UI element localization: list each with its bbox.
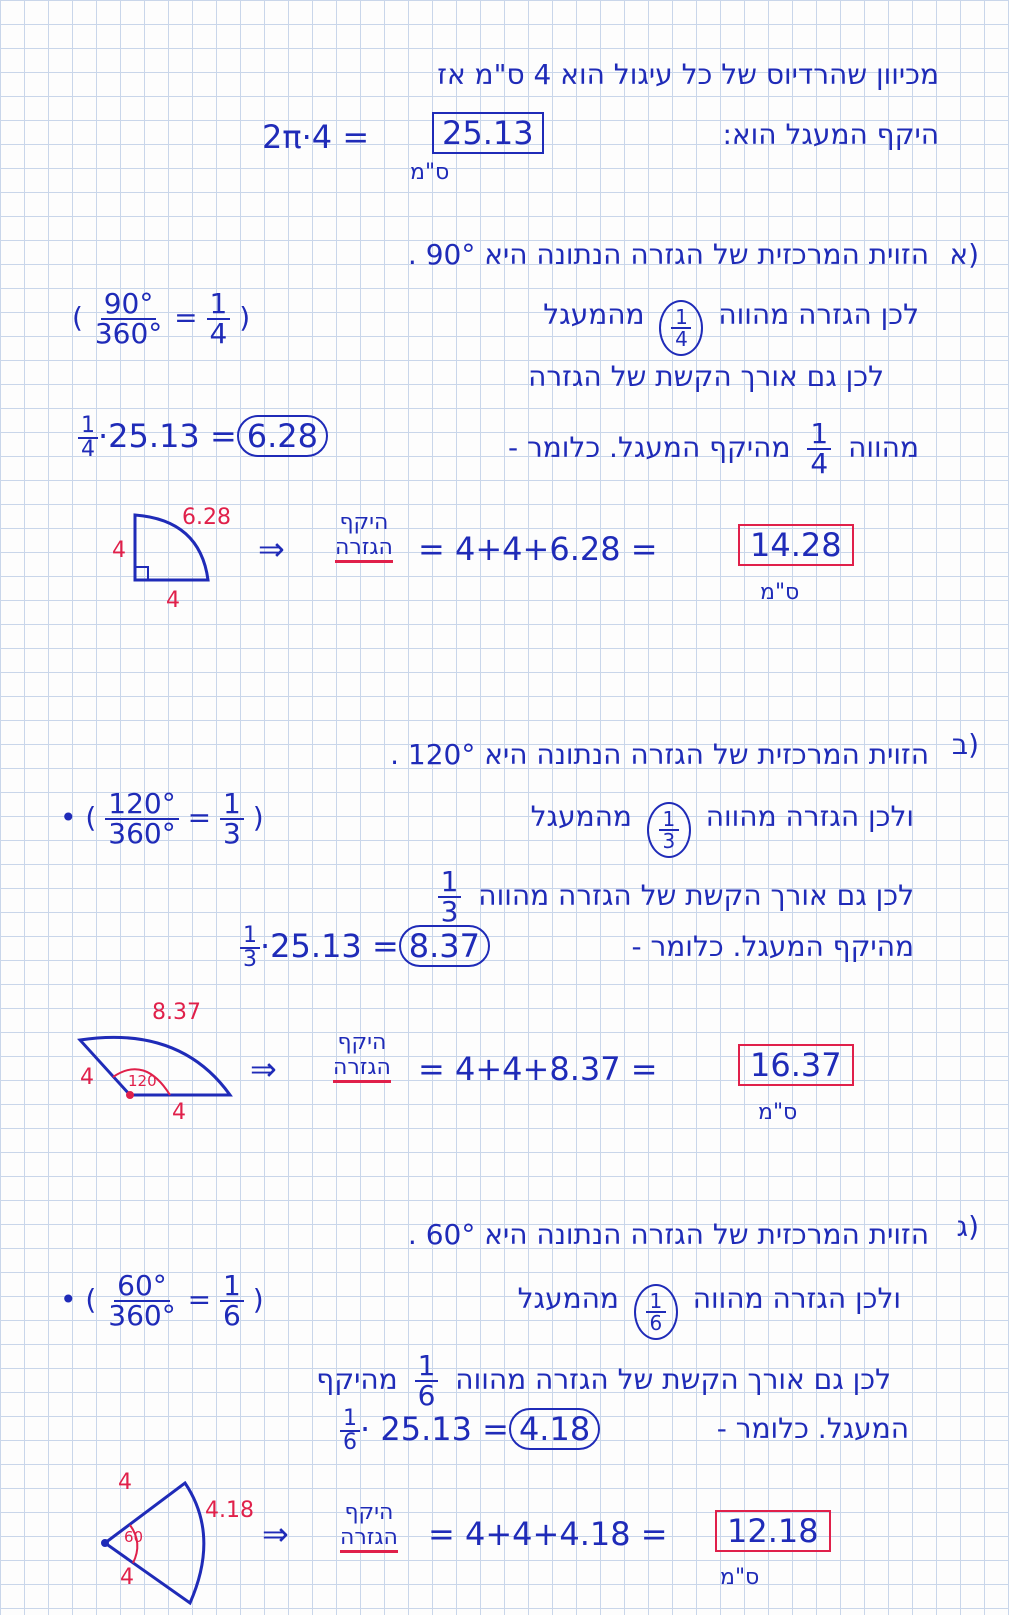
arrow-icon: ⇒ (262, 1515, 289, 1553)
sector-diagram (70, 1020, 240, 1110)
arc-frac-den: 4 (810, 447, 829, 480)
arc-line (316, 1349, 891, 1412)
calc-result: 6.28 (237, 415, 328, 457)
intro-circumference-result: 25.13 (432, 112, 544, 154)
ratio-num: 120° (105, 790, 178, 820)
calc-result: 4.18 (509, 1408, 600, 1450)
circled-frac-num: 1 (649, 1289, 663, 1313)
circled-fraction (634, 1284, 678, 1340)
perimeter-unit: ס"מ (760, 580, 800, 605)
circled-frac-num: 1 (662, 807, 676, 831)
arc-line-start: לכן גם אורך הקשת של הגזרה מהווה (478, 879, 914, 912)
circled-fraction (647, 802, 691, 858)
calc-prefix: · 25.13 = (360, 1410, 509, 1448)
arc-line (430, 865, 914, 928)
fraction-line-start: ולכן הגזרה מהווה (692, 1282, 901, 1315)
ratio: • ( $\frac{120^\circ}{360^\circ}$ = $\frac{1}{3}$ ) (60, 787, 264, 850)
perimeter-label (340, 1500, 398, 1553)
ratio-eq-num: 1 (220, 790, 244, 820)
diagram-radius-left: 4 (80, 1065, 94, 1090)
arc-line-2: המעגל. כלומר - (716, 1412, 909, 1445)
perimeter-expr: = 4+4+4.18 = (428, 1515, 668, 1553)
fraction-line-end: מהמעגל (530, 800, 632, 833)
diagram-arc-label: 6.28 (182, 505, 231, 530)
ratio-eq-den: 6 (222, 1299, 241, 1332)
arc-line-2 (507, 417, 919, 480)
fraction-line-end: מהמעגל (517, 1282, 619, 1315)
arc-line: לכן גם אורך הקשת של הגזרה (528, 360, 884, 393)
perimeter-result: 12.18 (715, 1510, 831, 1552)
arc-frac-num: 1 (415, 1352, 439, 1382)
perimeter-label-top: היקף (339, 510, 389, 535)
fraction-line (531, 800, 914, 858)
diagram-radius-bottom: 4 (166, 588, 180, 613)
calc-result: 8.37 (399, 925, 490, 967)
calc-prefix: ·25.13 = (98, 417, 237, 455)
perimeter-unit: ס"מ (720, 1565, 760, 1590)
perimeter-expr: = 4+4+8.37 = (418, 1050, 658, 1088)
arc-line-2: מהיקף המעגל. כלומר - (631, 930, 914, 963)
circled-frac-den: 6 (649, 1311, 663, 1335)
diagram-angle-label: 60 (124, 1528, 144, 1546)
diagram-angle-label: 120 (128, 1072, 157, 1090)
arc-line-start: לכן גם אורך הקשת של הגזרה מהווה (455, 1363, 891, 1396)
angle-line: הזוית המרכזית של הגזרה הנתונה היא 90° . (407, 238, 929, 271)
ratio-eq-num: 1 (207, 290, 231, 320)
ratio: ( $\frac{90^\circ}{360^\circ}$ = $\frac{1}{4}$ ) (72, 287, 251, 350)
intro-unit: ס"מ (410, 160, 450, 185)
ratio-den: 360° (108, 1299, 176, 1332)
diagram-arc-label: 8.37 (152, 1000, 201, 1025)
perimeter-label (335, 510, 393, 563)
angle-line: הזוית המרכזית של הגזרה הנתונה היא 60° . (407, 1218, 929, 1251)
intro-circumference-expr: 2π·4 = (262, 118, 370, 156)
perimeter-label (333, 1030, 391, 1083)
section-marker: ב) (951, 728, 979, 761)
diagram-arc-label: 4.18 (205, 1498, 254, 1523)
ratio-eq-den: 3 (222, 817, 241, 850)
diagram-radius-top: 4 (118, 1470, 132, 1495)
ratio-den: 360° (94, 317, 163, 350)
fraction-line (518, 1282, 901, 1340)
diagram-radius-bottom: 4 (120, 1565, 134, 1590)
calc-prefix: ·25.13 = (260, 927, 399, 965)
perimeter-expr: = 4+4+6.28 = (418, 530, 658, 568)
fraction-line-start: לכן הגזרה מהווה (718, 298, 919, 331)
perimeter-label-top: היקף (344, 1500, 394, 1525)
arc-frac-den: 6 (417, 1379, 436, 1412)
angle-line: הזוית המרכזית של הגזרה הנתונה היא 120° . (390, 738, 929, 771)
circled-frac-den: 4 (675, 327, 688, 351)
diagram-radius-bottom: 4 (172, 1100, 186, 1125)
section-marker: א) (949, 238, 979, 271)
ratio-num: 90° (101, 290, 157, 320)
arc-line-2-end: מהיקף המעגל. כלומר - (507, 431, 791, 464)
fraction-line (543, 298, 919, 356)
calc: $\frac{1}{4}$ ·25.13 = 6.28 (78, 415, 328, 461)
section-marker: ג) (956, 1210, 979, 1243)
ratio-eq-den: 4 (209, 317, 228, 350)
calc: $\frac{1}{3}$ ·25.13 = 8.37 (240, 925, 490, 971)
circled-frac-den: 3 (662, 829, 676, 853)
sector-diagram (95, 1475, 215, 1615)
circled-frac-num: 1 (675, 305, 688, 329)
ratio: • ( $\frac{60^\circ}{360^\circ}$ = $\frac{1}{6}$ ) (60, 1269, 264, 1332)
arc-frac-num: 1 (807, 420, 831, 450)
perimeter-label-top: היקף (337, 1030, 387, 1055)
calc: $\frac{1}{6}$ · 25.13 = 4.18 (340, 1408, 600, 1454)
perimeter-label-bottom: הגזרה (340, 1525, 398, 1553)
fraction-line-start: ולכן הגזרה מהווה (705, 800, 914, 833)
ratio-num: 60° (114, 1272, 170, 1302)
perimeter-label-bottom: הגזרה (335, 535, 393, 563)
perimeter-label-bottom: הגזרה (333, 1055, 391, 1083)
perimeter-unit: ס"מ (758, 1100, 798, 1125)
perimeter-result: 16.37 (738, 1044, 854, 1086)
intro-line-1: מכיוון שהרדיוס של כל עיגול הוא 4 ס"מ אז (437, 58, 939, 91)
diagram-radius-left: 4 (112, 538, 126, 563)
perimeter-result: 14.28 (738, 524, 854, 566)
ratio-den: 360° (108, 817, 176, 850)
intro-line-2-text: היקף המעגל הוא: (722, 118, 939, 151)
ratio-eq-num: 1 (220, 1272, 244, 1302)
fraction-line-end: מהמעגל (543, 298, 645, 331)
arc-line-end: מהיקף (316, 1363, 398, 1396)
arrow-icon: ⇒ (250, 1050, 277, 1088)
arc-line-2-start: מהווה (848, 431, 919, 464)
arc-frac-num: 1 (438, 868, 462, 898)
arc-frac-den: 3 (440, 895, 459, 928)
arrow-icon: ⇒ (258, 530, 285, 568)
circled-fraction (659, 300, 703, 356)
